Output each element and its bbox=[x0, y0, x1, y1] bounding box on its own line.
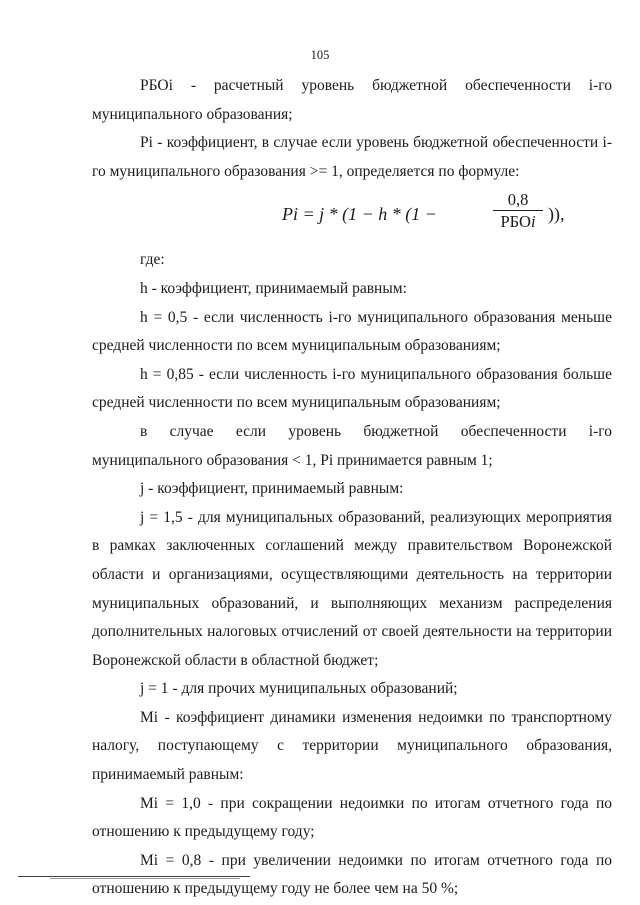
formula-denominator bbox=[491, 211, 545, 233]
paragraph-mi-definition: Mi - коэффициент динамики изменения недоимки по транспортному налогу, поступающему с территории муниципального образования, принимаемый равным: bbox=[92, 708, 612, 784]
document-body bbox=[92, 72, 612, 904]
pi-formula bbox=[92, 186, 612, 246]
paragraph-pi-less-than-one: в случае если уровень бюджетной обеспеченности i-го муниципального образования < 1, Pi принимается равным 1; bbox=[92, 422, 612, 469]
denominator-text: РБО bbox=[500, 212, 531, 232]
denominator-index: i bbox=[530, 212, 536, 232]
page-number: 105 bbox=[310, 48, 330, 62]
footer-rule bbox=[18, 876, 250, 877]
paragraph-j-definition: j - коэффициент, принимаемый равным: bbox=[140, 480, 404, 498]
paragraph-where: где: bbox=[140, 251, 165, 269]
formula-right-part: )), bbox=[548, 204, 565, 225]
paragraph-rboi-definition: РБОi - расчетный уровень бюджетной обеспеченности i-го муниципального образования; bbox=[92, 77, 612, 123]
formula-left-part: Pi = j * (1 − h * (1 − bbox=[282, 204, 437, 225]
formula-fraction bbox=[491, 190, 545, 233]
paragraph-h-05: h = 0,5 - если численность i-го муниципального образования меньше средней численности по всем муниципальным образованиям; bbox=[92, 308, 612, 355]
formula-numerator: 0,8 bbox=[507, 190, 529, 210]
paragraph-h-definition: h - коэффициент, принимаемый равным: bbox=[140, 279, 407, 297]
footer-rule-secondary bbox=[50, 878, 240, 879]
paragraph-mi-08: Mi = 0,8 - при увеличении недоимки по итогам отчетного года по отношению к предыдущему году не более чем на 50 %; bbox=[92, 851, 612, 898]
paragraph-j-15: j = 1,5 - для муниципальных образований, реализующих мероприятия в рамках заключенных соглашений между правительством Воронежской области и организациями, осуществляющими деятельность на территории муниципальных образований, и выполняющих механизм распределения дополнительных налоговых отчислений от своей деятельности на территории Воронежской области в областной бюджет; bbox=[92, 508, 612, 669]
paragraph-h-085: h = 0,85 - если численность i-го муниципального образования больше средней численности по всем муниципальным образованиям; bbox=[92, 365, 612, 412]
paragraph-mi-10: Mi = 1,0 - при сокращении недоимки по итогам отчетного года по отношению к предыдущему году; bbox=[92, 794, 612, 841]
paragraph-pi-definition: Pi - коэффициент, в случае если уровень бюджетной обеспеченности i-го муниципального образования >= 1, определяется по формуле: bbox=[92, 134, 612, 180]
paragraph-j-1: j = 1 - для прочих муниципальных образований; bbox=[140, 680, 458, 698]
